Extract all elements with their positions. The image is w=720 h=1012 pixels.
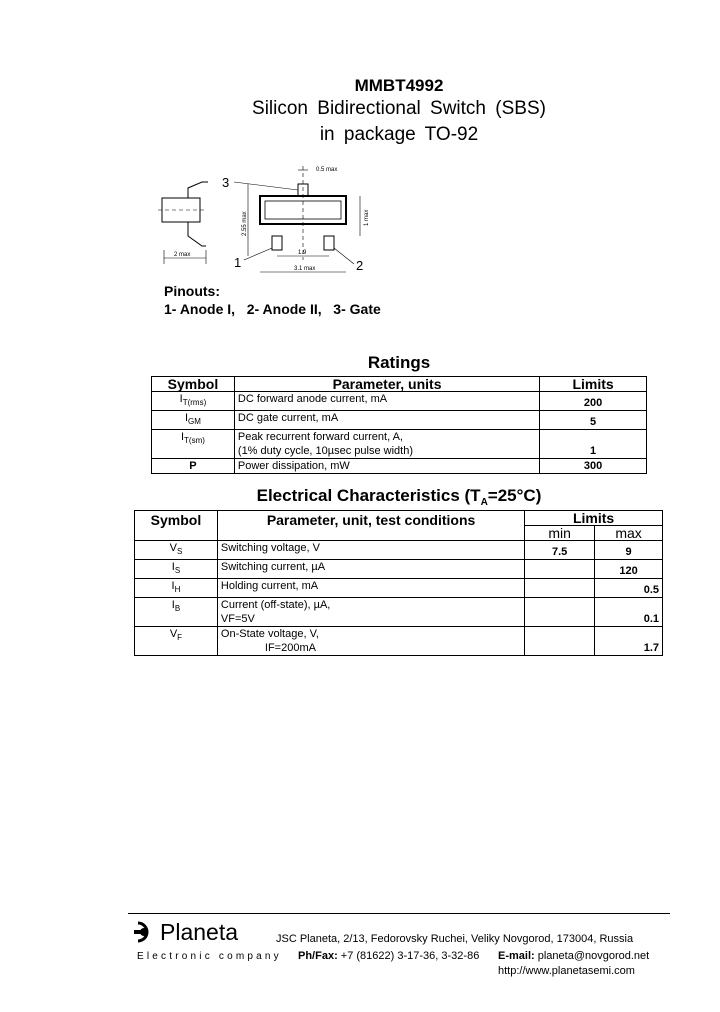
- elec-col-min: min: [525, 526, 595, 541]
- dim-pitch-label: 1.9: [298, 250, 307, 256]
- table-row: [152, 411, 647, 430]
- max-cell: 120: [595, 560, 663, 579]
- symbol-cell: $I_{T(rms)}$: [152, 392, 235, 411]
- min-cell: [525, 598, 595, 627]
- dim-height-label: 2.55 max: [242, 211, 248, 236]
- company-address: JSC Planeta, 2/13, Fedorovsky Ruchei, Veliky Novgorod, 173004, Russia: [276, 933, 634, 945]
- lead-2: [324, 236, 334, 250]
- elec-header-row: [135, 511, 663, 526]
- symbol-cell: $V_F$: [135, 627, 218, 656]
- parameter-cell: DC forward anode current, mA: [234, 392, 539, 411]
- symbol-cell: P: [152, 459, 235, 474]
- symbol-cell: $I_S$: [135, 560, 218, 579]
- table-row: [152, 459, 647, 474]
- lead-1: [272, 236, 282, 250]
- max-cell: 1.7: [595, 627, 663, 656]
- brand-name: Planeta: [160, 919, 239, 945]
- footer-divider: [128, 913, 670, 914]
- dim-right-label: 1 max: [364, 209, 370, 226]
- dim-top-label: 0.5 max: [316, 167, 338, 173]
- max-cell: 9: [595, 541, 663, 560]
- limit-cell: 1: [540, 430, 647, 459]
- parameter-cell: Power dissipation, mW: [234, 459, 539, 474]
- table-row: [135, 598, 663, 627]
- pin-label-3: 3: [222, 175, 230, 190]
- ratings-col-symbol: Symbol: [152, 377, 235, 392]
- package-description: in package TO-92: [319, 124, 479, 145]
- device-description: Silicon Bidirectional Switch (SBS): [252, 98, 546, 119]
- pin-label-2: 2: [356, 258, 364, 273]
- ratings-header-row: [152, 377, 647, 392]
- elec-title: Electrical Characteristics $(T_A=25^\circ C)$: [256, 486, 542, 508]
- phone-fax: Ph/Fax: +7 (81622) 3-17-36, 3-32-86: [298, 950, 480, 962]
- package-outline-drawing: [150, 160, 380, 280]
- parameter-cell: On-State voltage, V, IF=200mA: [217, 627, 524, 656]
- pinouts-title: Pinouts:: [164, 283, 220, 299]
- email: E-mail: planeta@novgorod.net: [498, 950, 650, 962]
- table-row: [135, 579, 663, 598]
- table-row: [135, 560, 663, 579]
- min-cell: [525, 627, 595, 656]
- brand-tagline: Electronic company: [137, 951, 282, 962]
- table-row: [152, 430, 647, 459]
- limit-cell: 300: [540, 459, 647, 474]
- elec-col-max: max: [595, 526, 663, 541]
- pin-label-1: 1: [234, 255, 242, 270]
- ratings-col-limits: Limits: [540, 377, 647, 392]
- symbol-cell: $I_B$: [135, 598, 218, 627]
- elec-col-parameter: Parameter, unit, test conditions: [217, 511, 524, 541]
- symbol-cell: $I_{GM}$: [152, 411, 235, 430]
- min-cell: [525, 579, 595, 598]
- symbol-cell: $I_H$: [135, 579, 218, 598]
- table-row: [152, 392, 647, 411]
- ratings-col-parameter: Parameter, units: [234, 377, 539, 392]
- elec-table: [134, 510, 663, 656]
- side-view-lead-top: [188, 182, 208, 198]
- limit-cell: 5: [540, 411, 647, 430]
- symbol-cell: $V_S$: [135, 541, 218, 560]
- planeta-logo-icon: [133, 921, 155, 943]
- min-cell: 7.5: [525, 541, 595, 560]
- max-cell: 0.1: [595, 598, 663, 627]
- dim-side-label: 2 max: [174, 252, 191, 258]
- email-link[interactable]: planeta@novgorod.net: [537, 950, 650, 962]
- parameter-cell: Switching voltage, V: [217, 541, 524, 560]
- parameter-cell: DC gate current, mA: [234, 411, 539, 430]
- dim-width-label: 3.1 max: [294, 266, 316, 272]
- symbol-cell: $I_{T(sm)}$: [152, 430, 235, 459]
- parameter-cell: Holding current, mA: [217, 579, 524, 598]
- pinouts-text: 1- Anode I, 2- Anode II, 3- Gate: [164, 301, 381, 317]
- elec-col-limits: Limits: [525, 511, 663, 526]
- table-row: [135, 627, 663, 656]
- min-cell: [525, 560, 595, 579]
- side-view-lead-bottom: [188, 222, 206, 246]
- max-cell: 0.5: [595, 579, 663, 598]
- limit-cell: 200: [540, 392, 647, 411]
- table-row: [135, 541, 663, 560]
- part-number: MMBT4992: [354, 76, 444, 95]
- ratings-table: [151, 376, 647, 474]
- parameter-cell: Current (off-state), µA, VF=5V: [217, 598, 524, 627]
- parameter-cell: Switching current, µA: [217, 560, 524, 579]
- website-link[interactable]: http://www.planetasemi.com: [498, 965, 635, 977]
- ratings-title: Ratings: [367, 353, 431, 372]
- elec-col-symbol: Symbol: [135, 511, 218, 541]
- parameter-cell: Peak recurrent forward current, A, (1% duty cycle, 10µsec pulse width): [234, 430, 539, 459]
